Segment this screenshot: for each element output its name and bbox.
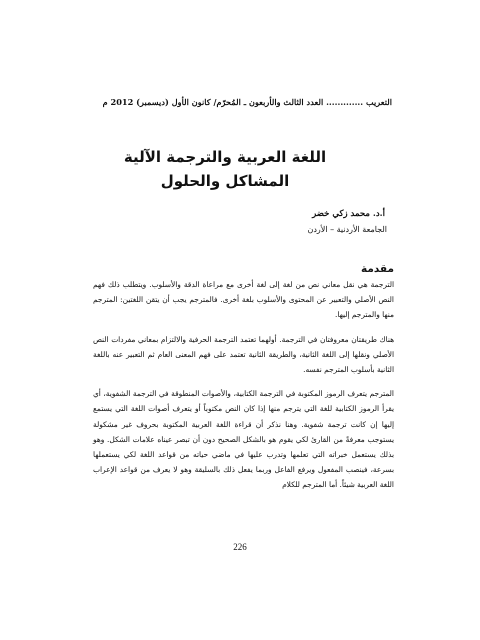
section-heading: مقدمة: [361, 263, 394, 275]
article-subtitle: المشاكل والحلول: [160, 172, 290, 190]
page-number: 226: [233, 542, 247, 552]
paragraph: المترجم يتعرف الرموز المكتوبة في الترجمة الكتابية، والأصوات المنطوقة في الترجمة الشفوية، أي يقرأ الرموز الكتابية للغة التي يترجم منها إذا كان النص مكتوباً أو يتعرف أصوات اللغة التي يستمع إليها إن كانت ترجمة شفوية. وهنا نذكر أن قراءة اللغة العربية المكتوبة بحروف غير مشكولة يستوجب معرفةً من القارئ لكي يقوم هو بالشكل الصحيح دون أن تبصر عيناه علامات الشكل. وهو بذلك يستعمل خبراته التي تعلمها وتدرب عليها في ماضي حياته من قواعد اللغة لكي يستعملها بسرعة، فينصب المفعول ويرفع الفاعل وربما يفعل ذلك بالسليقة وهو لا يعرف من قواعد الإعراب اللغة العربية شيئاً. أما المترجم للكلام: [93, 389, 394, 490]
paragraph: الترجمة هي نقل معاني نص من لغة إلى لغة أخرى مع مراعاة الدقة والأسلوب. ويتطلب ذلك فهم النص الأصلي والتعبير عن المحتوى والأسلوب بلغة أخرى. فالمترجم يجب أن يتقن اللغتين: المترجم منها والمترجم إليها.: [93, 280, 394, 320]
article-title: اللغة العربية والترجمة الآلية: [123, 148, 327, 166]
author-name: أ.د. محمد زكي خضر: [312, 209, 385, 219]
author-affiliation: الجامعة الأردنية – الأردن: [307, 225, 387, 234]
running-header: التعريب ............. العدد الثالث والأربعون ـ المُحرّم/ كانون الأول (ديسمبر) 2012 م: [102, 97, 392, 107]
paragraph: هناك طريقتان معروفتان في الترجمة. أولهما تعتمد الترجمة الحرفية والالتزام بمعاني مفردات النص الأصلي ونقلها إلى اللغة الثانية، والطريقة الثانية تعتمد على فهم المعنى العام ثم التعبير عنه باللغة الثانية بأسلوب المترجم نفسه.: [93, 334, 394, 375]
body-text: [93, 277, 394, 502]
